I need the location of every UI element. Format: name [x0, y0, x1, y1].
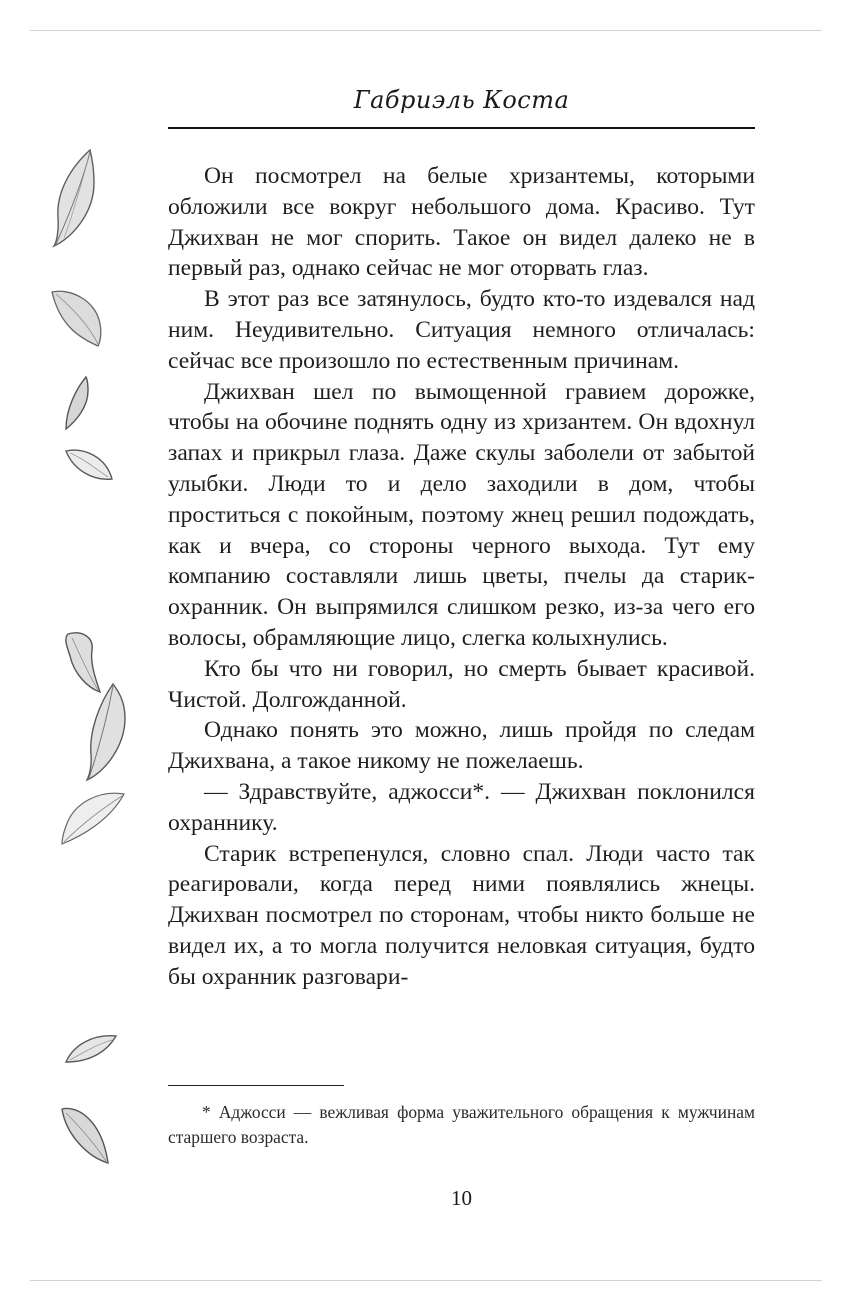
leaf-icon — [60, 790, 128, 846]
body-text — [168, 161, 755, 993]
paragraph: Старик встрепенулся, словно спал. Люди часто так реагировали, когда перед ними появлялись жнецы. Джихван посмотрел по сторонам, чтобы никто больше не видел их, а то могла получится неловкая ситуация, будто бы охранник разговари- — [168, 840, 755, 990]
footnote-separator — [168, 1085, 344, 1086]
paragraph: Однако понять это можно, лишь пройдя по следам Джихвана, а такое никому не пожелаешь. — [168, 717, 755, 775]
petal-icon — [50, 288, 104, 348]
petal-icon — [58, 1105, 112, 1167]
paragraph: Он посмотрел на белые хризантемы, которыми обложили все вокруг небольшого дома. Красиво. Тут Джихван не мог спорить. Такое он видел далеко не в первый раз, однако сейчас не мог оторвать глаз. — [168, 163, 755, 282]
footnote: * Аджосси — вежливая форма уважительного обращения к мужчинам старшего возраста. — [168, 1102, 755, 1147]
paragraph: В этот раз все затянулось, будто кто-то издевался над ним. Неудивительно. Ситуация немного отличалась: сейчас все произошло по естественным причинам. — [168, 286, 755, 374]
petal-icon — [62, 445, 116, 485]
petal-icon — [64, 1030, 120, 1066]
leaf-icon — [85, 682, 129, 782]
page-number: 10 — [451, 1186, 472, 1210]
paragraph: — Здравствуйте, аджосси*. — Джихван поклонился охраннику. — [168, 778, 755, 836]
petal-icon — [62, 375, 92, 433]
page-bottom-edge — [30, 1280, 822, 1281]
leaf-icon — [50, 148, 98, 248]
running-head-author: Габриэль Коста — [353, 86, 570, 114]
paragraph: Джихван шел по вымощенной гравием дорожке, чтобы на обочине поднять одну из хризантем. Он вдохнул запах и прикрыл глаза. Даже скулы заболели от забытой улыбки. Люди то и дело заходили в дом, чтобы проститься с покойным, поэтому жнец решил подождать, как и вчера, со стороны черного выхода. Тут ему компанию составляли лишь цветы, пчелы да старик-охранник. Он выпрямился слишком резко, из-за чего его волосы, обрамляющие лицо, слегка колыхнулись. — [168, 378, 755, 651]
header-rule — [168, 127, 755, 129]
paragraph: Кто бы что ни говорил, но смерть бывает красивой. Чистой. Долгожданной. — [168, 655, 755, 713]
page-top-edge — [30, 30, 822, 31]
